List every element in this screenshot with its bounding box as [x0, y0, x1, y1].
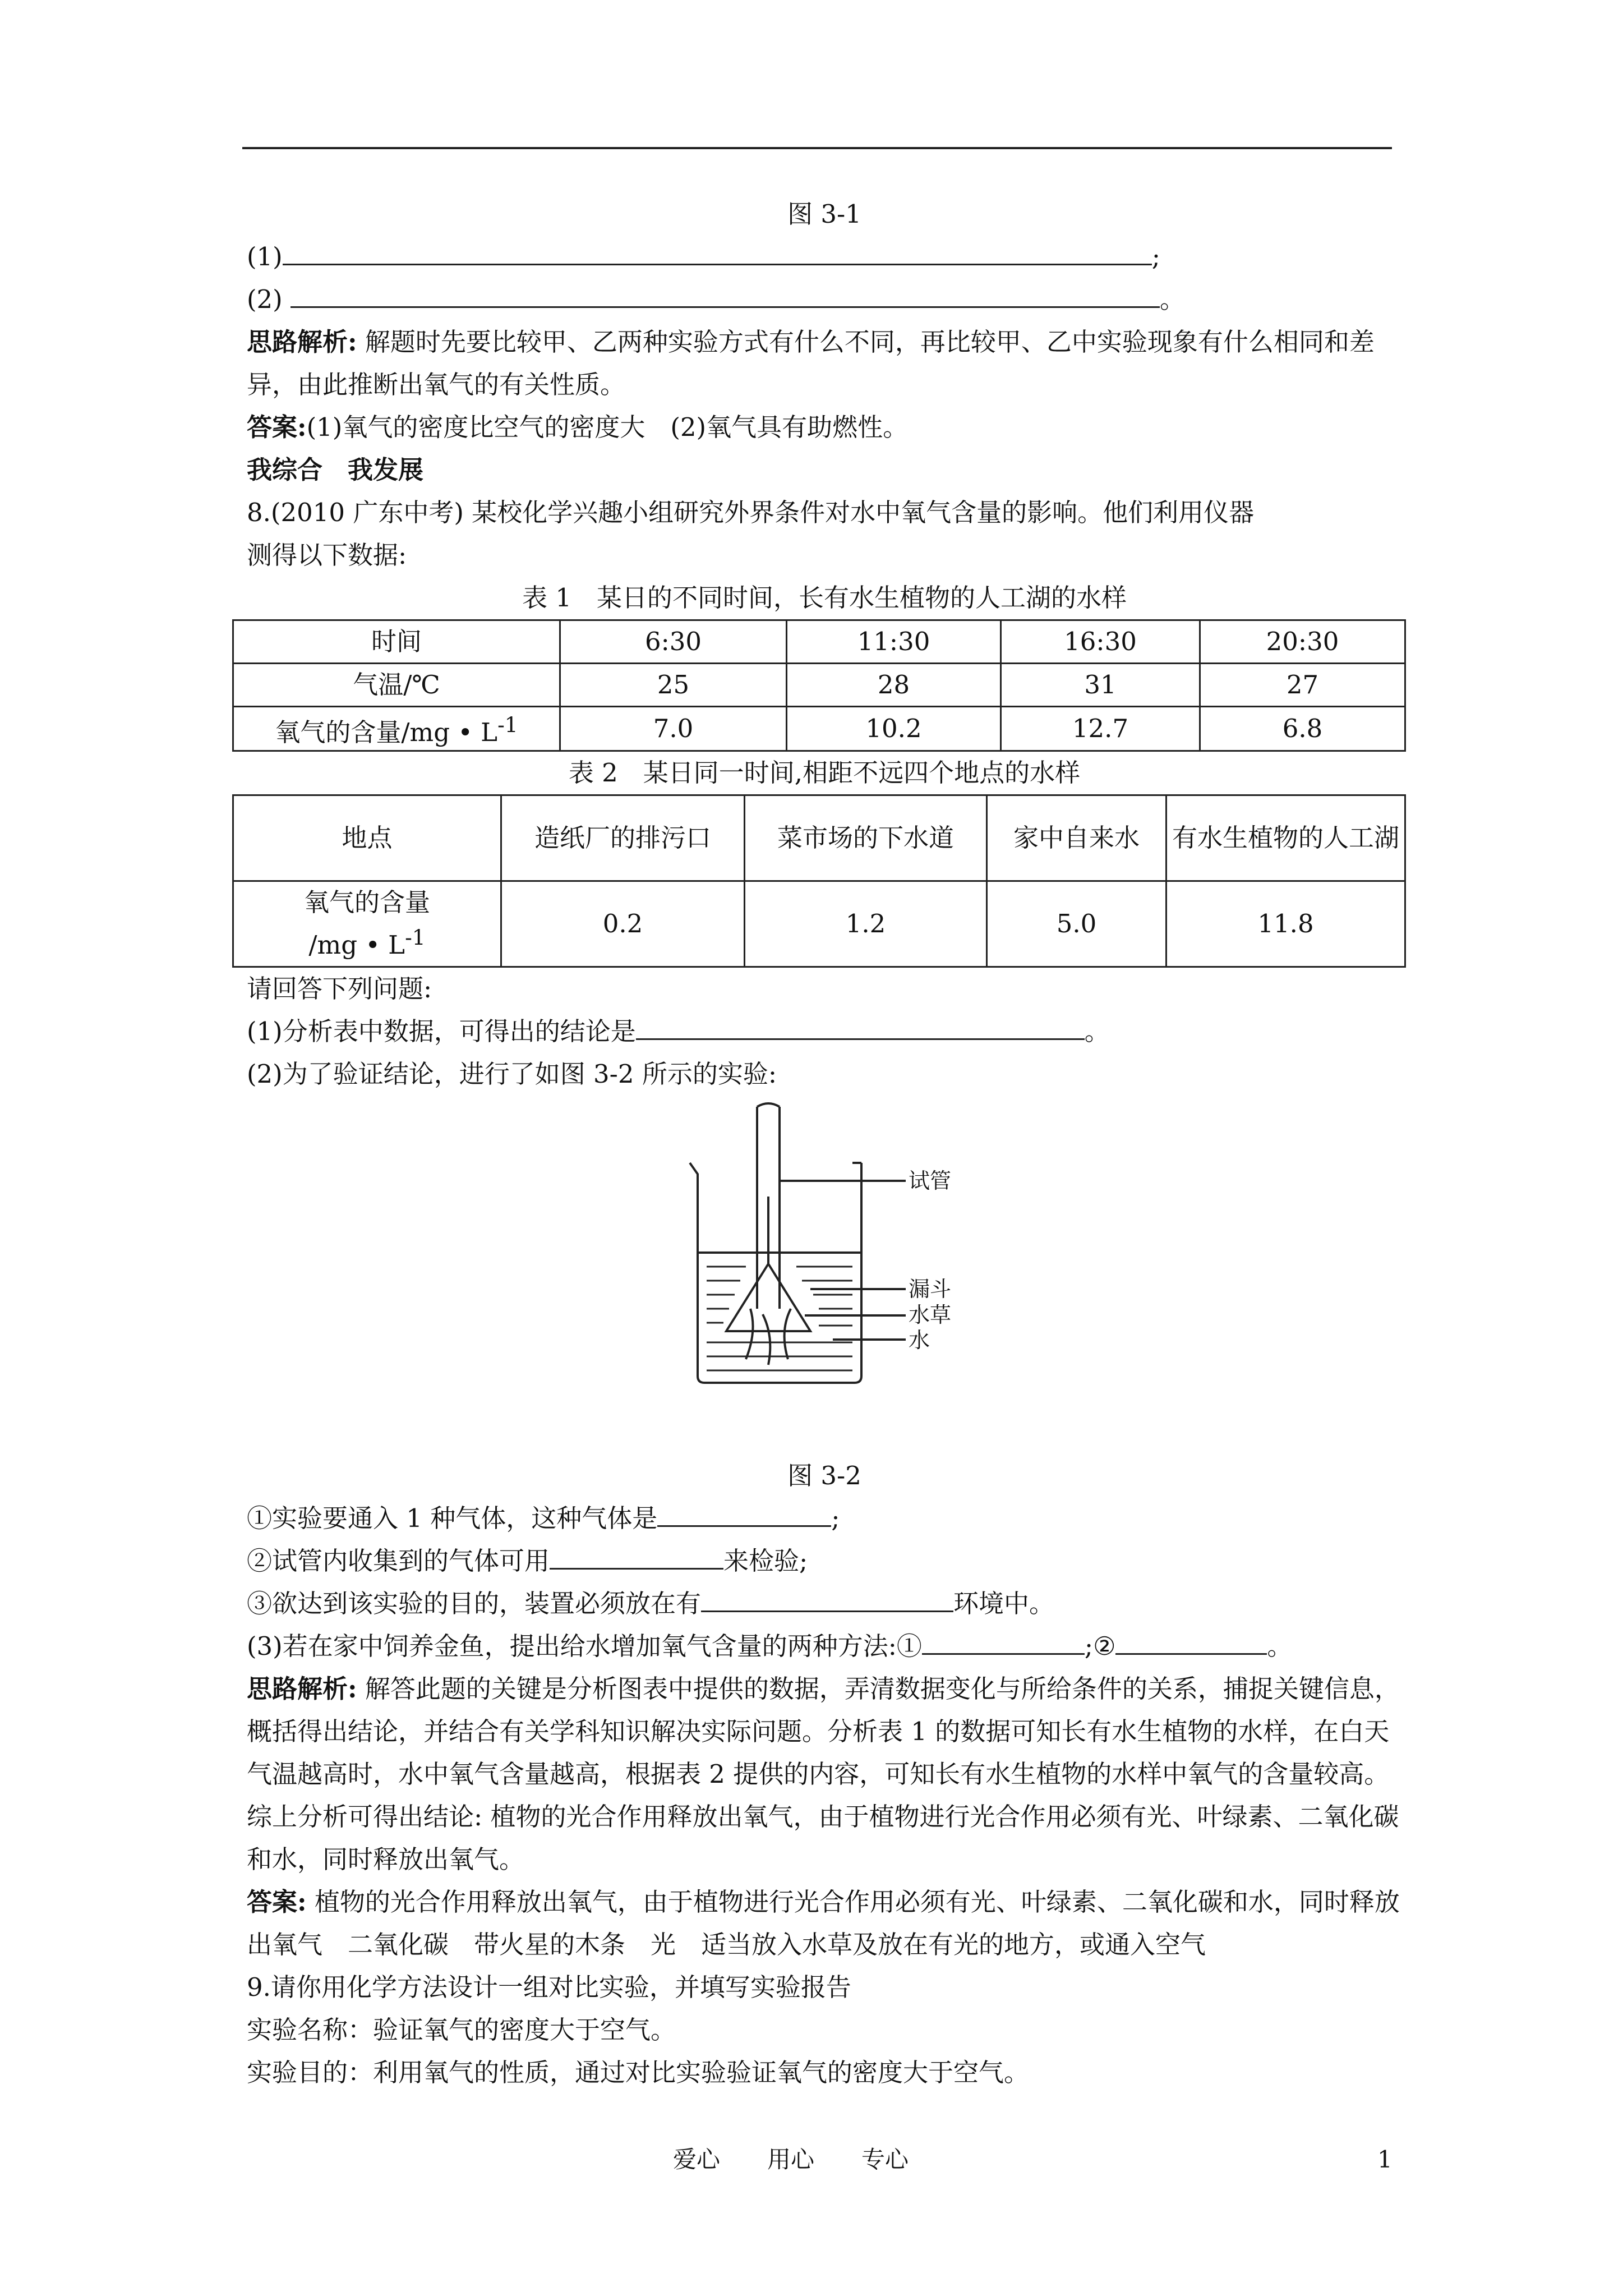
table-cell: 16:30: [1001, 620, 1200, 664]
footer-slogan: 爱心 用心 专心: [673, 2146, 909, 2173]
table-row: [233, 620, 1405, 664]
table-cell: 0.2: [501, 881, 745, 967]
table-cell: 11:30: [787, 620, 1001, 664]
section-heading: 我综合 我发展: [247, 455, 424, 485]
table-row: [233, 664, 1405, 707]
funnel: [726, 1264, 810, 1331]
table-1: [232, 619, 1406, 752]
beaker-outline: [690, 1163, 861, 1383]
answer-blank-2[interactable]: [291, 278, 1160, 308]
answer-1: 答案:(1)氧气的密度比空气的密度大 (2)氧气具有助燃性。: [247, 412, 909, 442]
question-8-line-2: 测得以下数据:: [247, 540, 407, 570]
answer-2: 答案: 植物的光合作用释放出氧气，由于植物进行光合作用必须有光、叶绿素、二氧化碳和水，同时释放出氧气 二氧化碳 带火星的木条 光 适当放入水草及放在有光的地方，或通入空气: [247, 1887, 1400, 1959]
beaker-diagram: [684, 1096, 998, 1387]
answer-blank-environment[interactable]: [701, 1582, 953, 1612]
circle-2-line: ②试管内收集到的气体可用 来检验;: [247, 1540, 1402, 1582]
table-cell: 有水生植物的人工湖: [1166, 795, 1405, 881]
analysis-2: 思路解析: 解答此题的关键是分析图表中提供的数据，弄清数据变化与所给条件的关系，捕捉关键信息，概括得出结论，并结合有关学科知识解决实际问题。分析表 1 的数据可知长有水生植物的水样，在白天气温越高时，水中氧气含量越高，根据表 2 提供的内容，可知长有水生植物的水样中氧气的含量较高。综上分析可得出结论: 植物的光合作用释放出氧气，由于植物进行光合作用必须有光、叶绿素、二氧化碳和水，同时释放出氧气。: [247, 1674, 1400, 1874]
page-number: 1: [1377, 2146, 1393, 2173]
figure-3-2: [247, 1096, 1402, 1455]
table-cell: 25: [560, 664, 787, 707]
circle-3-line: ③欲达到该实验的目的，装置必须放在有 环境中。: [247, 1582, 1402, 1625]
table-cell: 28: [787, 664, 1001, 707]
part-3-line: (3)若在家中饲养金鱼，提出给水增加氧气含量的两种方法:① ;② 。: [247, 1625, 1402, 1668]
table-cell: 1.2: [745, 881, 987, 967]
part-2-line: (2)为了验证结论，进行了如图 3-2 所示的实验:: [247, 1059, 777, 1089]
answer-blank-method-2[interactable]: [1115, 1625, 1267, 1655]
experiment-goal: 实验目的：利用氧气的性质，通过对比实验验证氧气的密度大于空气。: [247, 2058, 1030, 2087]
table-cell: 气温/℃: [233, 664, 560, 707]
table-cell: 造纸厂的排污口: [501, 795, 745, 881]
label-test-tube: 试管: [909, 1170, 952, 1193]
table-cell: 6:30: [560, 620, 787, 664]
answer-blank-1[interactable]: [283, 236, 1152, 265]
table-cell: 31: [1001, 664, 1200, 707]
question-9: 9.请你用化学方法设计一组对比实验，并填写实验报告: [247, 1972, 851, 2002]
answer-blank-conclusion[interactable]: [636, 1010, 1085, 1040]
experiment-name: 实验名称：验证氧气的密度大于空气。: [247, 2015, 676, 2045]
test-tube-mouth: [757, 1103, 780, 1107]
table-cell: 家中自来水: [987, 795, 1166, 881]
table-cell: 菜市场的下水道: [745, 795, 987, 881]
table-cell: 20:30: [1200, 620, 1405, 664]
question-1-line: (1) ;: [247, 236, 1402, 278]
answer-blank-test[interactable]: [550, 1540, 723, 1570]
label-funnel: 漏斗: [909, 1278, 952, 1301]
table-cell: 12.7: [1001, 707, 1200, 751]
table-cell: 11.8: [1166, 881, 1405, 967]
label-water: 水: [909, 1329, 930, 1352]
table-cell: 时间: [233, 620, 560, 664]
table-1-caption: 表 1 某日的不同时间，长有水生植物的人工湖的水样: [522, 583, 1127, 613]
table-row: [233, 881, 1405, 967]
answer-blank-gas[interactable]: [657, 1497, 831, 1527]
table-row: [233, 707, 1405, 751]
table-row: [233, 795, 1405, 881]
circle-1-line: ①实验要通入 1 种气体，这种气体是 ;: [247, 1497, 1402, 1540]
table-cell: 5.0: [987, 881, 1166, 967]
part-1-line: (1)分析表中数据，可得出的结论是 。: [247, 1010, 1402, 1053]
answer-blank-method-1[interactable]: [922, 1625, 1085, 1655]
table-cell: 10.2: [787, 707, 1001, 751]
please-answer: 请回答下列问题:: [247, 974, 432, 1004]
table-2: [232, 794, 1406, 968]
question-8-line-1: 8.(2010 广东中考) 某校化学兴趣小组研究外界条件对水中氧气含量的影响。他们利用仪器: [247, 498, 1255, 527]
table-cell: 氧气的含量 /mg • $L^{-1}$: [233, 881, 501, 967]
document-page: [247, 193, 1402, 2094]
table-cell: 地点: [233, 795, 501, 881]
table-cell: 氧气的含量/mg • $L^{-1}$: [233, 707, 560, 751]
analysis-1: 思路解析: 解题时先要比较甲、乙两种实验方式有什么不同，再比较甲、乙中实验现象有什么相同和差异，由此推断出氧气的有关性质。: [247, 327, 1375, 399]
table-cell: 27: [1200, 664, 1405, 707]
question-2-line: (2) 。: [247, 278, 1402, 321]
header-rule: [242, 147, 1392, 149]
table-cell: 6.8: [1200, 707, 1405, 751]
figure-3-1-caption: 图 3-1: [787, 199, 861, 229]
figure-3-2-caption: 图 3-2: [787, 1461, 861, 1490]
table-2-caption: 表 2 某日同一时间,相距不远四个地点的水样: [568, 758, 1081, 788]
label-water-weed: 水草: [909, 1304, 952, 1327]
table-cell: 7.0: [560, 707, 787, 751]
